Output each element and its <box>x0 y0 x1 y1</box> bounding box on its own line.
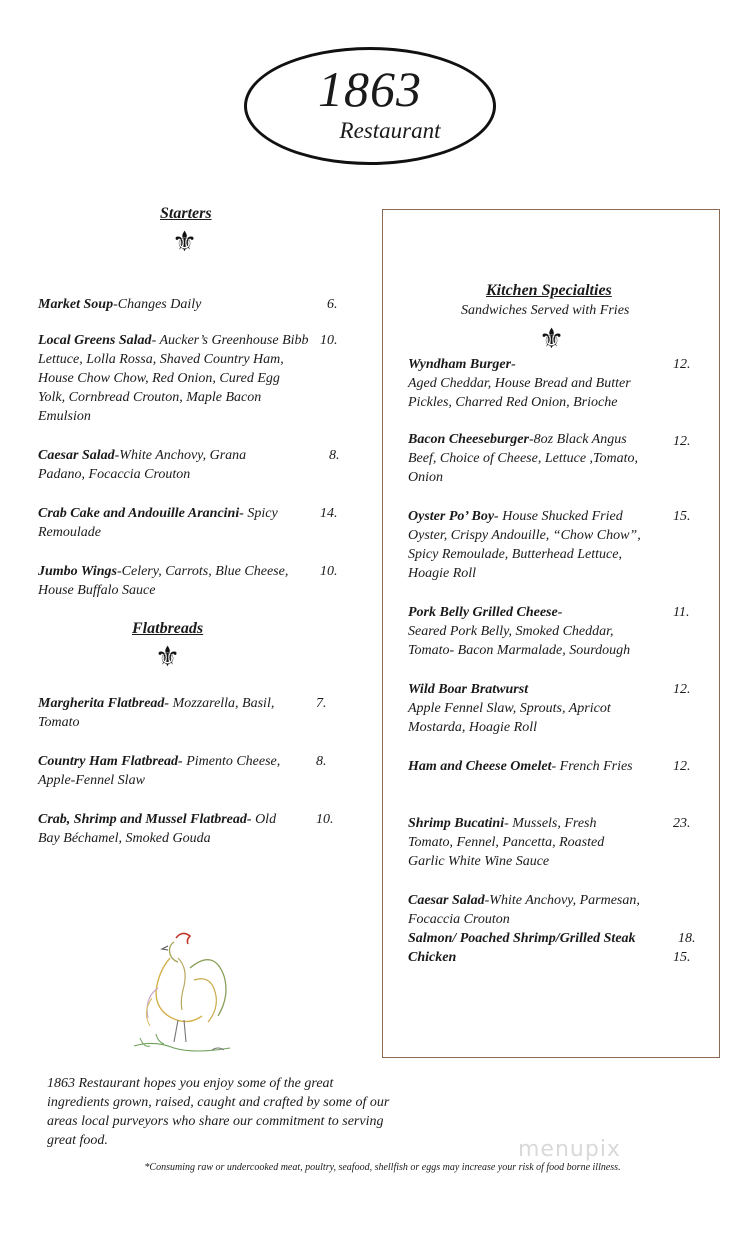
fleur-de-lis-icon: ⚜ <box>155 640 181 673</box>
kitchen-specialties-heading: Kitchen Specialties <box>486 282 612 299</box>
price-wyndham-burger: 12. <box>673 357 691 372</box>
price-margherita-flatbread: 7. <box>316 696 327 711</box>
price-addon-salmon-shrimp-steak: 18. <box>678 931 696 946</box>
price-addon-chicken: 15. <box>673 950 691 965</box>
starters-heading: Starters <box>160 205 212 222</box>
menupix-watermark: menupix <box>518 1137 621 1162</box>
addon-salmon-shrimp-steak: Salmon/ Poached Shrimp/Grilled Steak <box>408 931 636 946</box>
price-caesar-salad: 8. <box>329 448 340 463</box>
addon-chicken: Chicken <box>408 950 457 965</box>
price-jumbo-wings: 10. <box>320 564 338 579</box>
price-pork-belly-grilled-cheese: 11. <box>673 605 690 620</box>
price-bacon-cheeseburger: 12. <box>673 434 691 449</box>
logo-word: Restaurant <box>339 118 441 143</box>
restaurant-logo <box>244 47 496 165</box>
kitchen-specialties-subheading: Sandwiches Served with Fries <box>461 303 630 318</box>
menu-item-ham-cheese-omelet: Ham and Cheese Omelet- French Fries <box>408 759 633 774</box>
fleur-de-lis-icon: ⚜ <box>172 225 198 258</box>
menu-item-country-ham-flatbread: Country Ham Flatbread- Pimento Cheese, Apple-Fennel Slaw <box>38 754 281 788</box>
price-ham-cheese-omelet: 12. <box>673 759 691 774</box>
price-country-ham-flatbread: 8. <box>316 754 327 769</box>
logo-number: 1863 <box>318 61 422 117</box>
price-oyster-po-boy: 15. <box>673 509 691 524</box>
menu-item-market-soup: Market Soup-Changes Daily <box>38 297 202 312</box>
menu-item-wyndham-burger: Wyndham Burger- Aged Cheddar, House Bread and Butter Pickles, Charred Red Onion, Brioche <box>408 357 631 410</box>
menu-item-crab-shrimp-mussel-flatbread: Crab, Shrimp and Mussel Flatbread- Old Bay Béchamel, Smoked Gouda <box>38 812 277 846</box>
menu-item-shrimp-bucatini: Shrimp Bucatini- Mussels, Fresh Tomato, Fennel, Pancetta, Roasted Garlic White Wine Sauce <box>408 816 605 869</box>
menu-item-caesar-salad: Caesar Salad-White Anchovy, Grana Padano, Focaccia Crouton <box>38 448 247 482</box>
menu-item-local-greens-salad: Local Greens Salad- Aucker’s Greenhouse Bibb Lettuce, Lolla Rossa, Shaved Country Ham, House Chow Chow, Red Onion, Cured Egg Yolk, Cornbread Crouton, Maple Bacon Emulsion <box>38 333 309 424</box>
price-crab-shrimp-mussel-flatbread: 10. <box>316 812 334 827</box>
footer-message: 1863 Restaurant hopes you enjoy some of the great ingredients grown, raised, caught and crafted by some of our areas local purveyors who share our commitment to serving great food. <box>47 1076 390 1148</box>
price-shrimp-bucatini: 23. <box>673 816 691 831</box>
menu-item-jumbo-wings: Jumbo Wings-Celery, Carrots, Blue Cheese, House Buffalo Sauce <box>38 564 289 598</box>
menu-item-pork-belly-grilled-cheese: Pork Belly Grilled Cheese- Seared Pork Belly, Smoked Cheddar, Tomato- Bacon Marmalade, Sourdough <box>408 605 631 658</box>
rooster-sketch <box>128 928 238 1060</box>
food-safety-disclaimer: *Consuming raw or undercooked meat, poultry, seafood, shellfish or eggs may increase your risk of food borne illness. <box>144 1162 621 1173</box>
fleur-de-lis-icon: ⚜ <box>539 322 565 355</box>
price-local-greens-salad: 10. <box>320 333 338 348</box>
price-market-soup: 6. <box>327 297 338 312</box>
menu-item-bacon-cheeseburger: Bacon Cheeseburger-8oz Black Angus Beef, Choice of Cheese, Lettuce ,Tomato, Onion <box>408 432 639 485</box>
price-crab-cake-arancini: 14. <box>320 506 338 521</box>
price-wild-boar-bratwurst: 12. <box>673 682 691 697</box>
flatbreads-heading: Flatbreads <box>132 620 204 637</box>
menu-item-crab-cake-arancini: Crab Cake and Andouille Arancini- Spicy Remoulade <box>38 506 278 540</box>
menu-item-margherita-flatbread: Margherita Flatbread- Mozzarella, Basil, Tomato <box>38 696 275 730</box>
menu-item-wild-boar-bratwurst: Wild Boar Bratwurst Apple Fennel Slaw, Sprouts, Apricot Mostarda, Hoagie Roll <box>408 682 611 735</box>
menu-item-oyster-po-boy: Oyster Po’ Boy- House Shucked Fried Oyster, Crispy Andouille, “Chow Chow”, Spicy Remoulade, Butterhead Lettuce, Hoagie Roll <box>408 509 641 581</box>
menu-item-caesar-salad-kitchen: Caesar Salad-White Anchovy, Parmesan, Focaccia Crouton <box>408 893 640 927</box>
